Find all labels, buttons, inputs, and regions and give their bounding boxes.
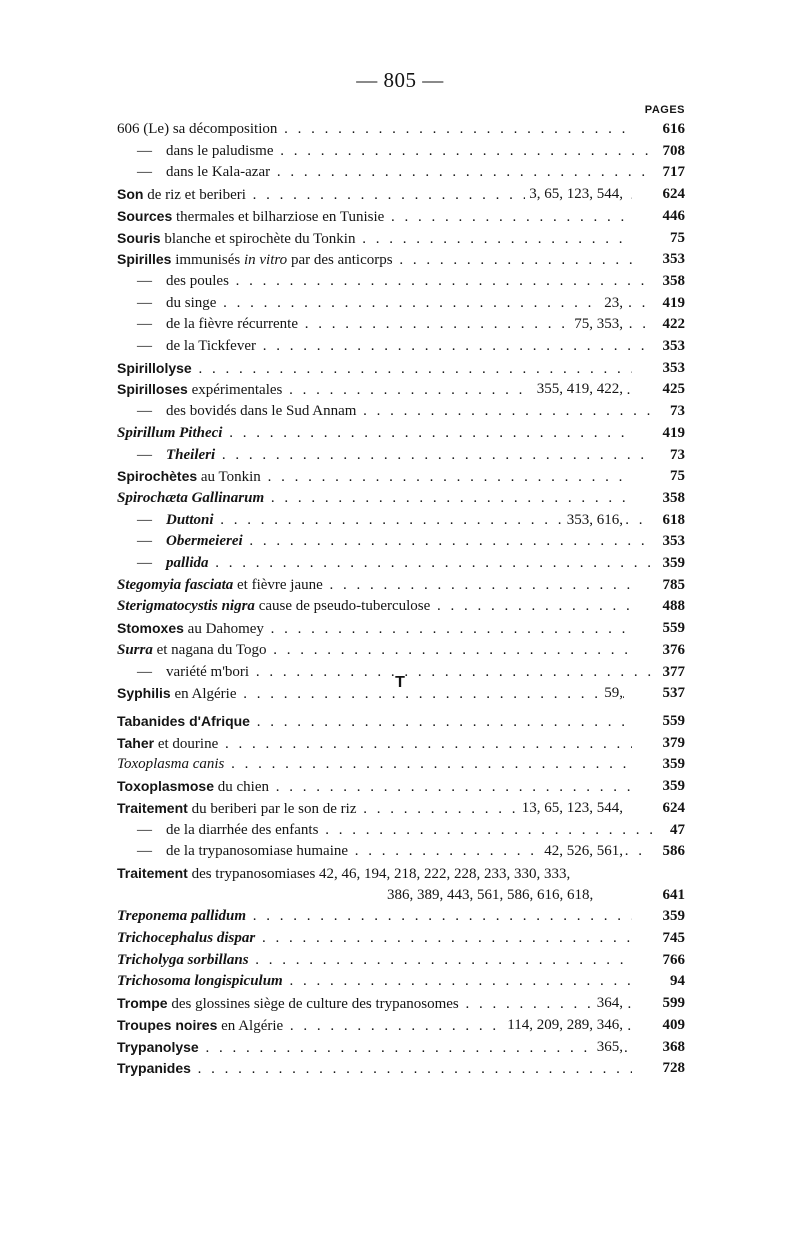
entry-heading: Spirilles: [117, 251, 172, 268]
entry-description: du singe: [166, 294, 217, 311]
entry-heading: Spirochètes: [117, 468, 198, 485]
section-letter: T: [395, 674, 405, 691]
page-number: — 805 —: [356, 68, 444, 92]
entry-description: et dourine: [154, 735, 219, 752]
entry-page-refs: 13, 65, 123, 544,: [518, 797, 623, 819]
index-entry: [117, 270, 685, 292]
entry-description: en Algérie: [170, 686, 237, 703]
entry-page: 379: [662, 734, 685, 751]
entry-description-italic: in vitro: [243, 252, 288, 269]
index-entry: [117, 183, 685, 205]
entry-text: [117, 292, 652, 314]
entry-page: 785: [662, 576, 685, 593]
entry-page: 353: [662, 338, 685, 354]
entry-text: [117, 487, 632, 509]
entry-heading: Surra: [117, 641, 153, 658]
entry-page-refs: 365,: [593, 1036, 623, 1058]
entry-heading: Traitement: [117, 799, 188, 816]
entry-text: [117, 905, 632, 927]
index-entry: [117, 1057, 685, 1079]
entry-heading: Toxoplasma canis: [117, 756, 225, 773]
entry-text: [117, 992, 632, 1015]
index-entry: [117, 292, 685, 314]
index-entry: [117, 1014, 685, 1036]
entry-text: [117, 862, 632, 885]
entry-description: expérimentales: [187, 382, 283, 399]
entry-heading: Syphilis: [117, 685, 171, 702]
entry-dash: —: [137, 294, 152, 311]
entry-heading: Sterigmatocystis nigra: [117, 598, 255, 615]
index-entry: [117, 992, 685, 1014]
entry-page: 359: [662, 756, 685, 773]
entry-page-refs: 75, 353,: [570, 313, 623, 335]
entry-description: de la Tickfever: [166, 338, 256, 354]
entry-dash: —: [137, 272, 152, 289]
entry-heading: Spirochæta Gallinarum: [117, 489, 265, 506]
entry-text: [117, 617, 632, 640]
index-entry: [117, 617, 685, 639]
entry-heading: Troupes noires: [117, 1016, 218, 1033]
entry-page: 728: [662, 1060, 685, 1077]
entry-text: [117, 270, 652, 292]
entry-text: [117, 884, 800, 906]
entry-description: et fièvre jaune: [233, 576, 323, 593]
entry-page: 359: [662, 778, 685, 795]
entry-description: des bovidés dans le Sud Annam: [166, 403, 357, 420]
entry-dash: —: [137, 403, 152, 420]
entry-text: [117, 465, 632, 488]
entry-page: 409: [662, 1016, 685, 1033]
entry-text: [117, 205, 632, 228]
entry-page: 73: [670, 403, 685, 420]
entry-heading: Taher: [117, 734, 155, 751]
entry-text: [117, 775, 632, 798]
entry-page: 717: [662, 164, 685, 181]
index-entry: [117, 118, 685, 140]
index-entry: [117, 465, 685, 487]
entry-text: [117, 422, 632, 444]
entry-page-refs: 42, 526, 561,: [540, 840, 623, 862]
index-entry: [117, 487, 685, 509]
entry-heading: Theileri: [166, 446, 216, 463]
index-entry: [117, 205, 685, 227]
index-entry: [117, 140, 685, 162]
index-entry: [117, 884, 685, 906]
entry-page: 641: [662, 886, 685, 903]
entry-text: [117, 732, 632, 755]
index-entry: [117, 753, 685, 775]
entry-heading: Trypanolyse: [117, 1038, 199, 1055]
entry-page-refs: 3, 65, 123, 544,: [525, 183, 623, 205]
entry-dash: —: [137, 663, 152, 680]
entry-page: 624: [662, 799, 685, 816]
entry-description: sa décomposition: [169, 121, 278, 137]
entry-dash: —: [137, 316, 152, 333]
entry-heading: Trichocephalus dispar: [117, 930, 256, 946]
entry-heading: Son: [117, 186, 144, 203]
entry-heading: Trichosoma longispiculum: [117, 973, 283, 990]
entry-page: 766: [662, 951, 685, 968]
entry-description: et nagana du Togo: [152, 641, 267, 658]
index-entry: [117, 862, 685, 884]
entry-page: 358: [662, 489, 685, 506]
entry-heading: Treponema pallidum: [117, 908, 247, 925]
entry-page: 559: [662, 620, 685, 637]
index-entry: [117, 639, 685, 661]
index-entry: [117, 161, 685, 183]
entry-page: 422: [662, 316, 685, 333]
entry-description: du chien: [214, 779, 269, 796]
index-entry: [117, 552, 685, 574]
index-entry: [117, 530, 685, 552]
entry-text: [117, 444, 652, 466]
entry-page-refs: 23,: [600, 292, 623, 314]
entry-text: [117, 335, 652, 357]
index-entry: [117, 313, 685, 335]
entry-page: 358: [662, 272, 685, 289]
entry-page: 353: [662, 251, 685, 268]
entry-page: 75: [670, 229, 685, 246]
entry-heading: Traitement: [117, 864, 188, 881]
entry-heading: 606 (Le): [117, 121, 170, 137]
entry-heading: Spirilloses: [117, 381, 188, 398]
entry-page: 377: [662, 663, 685, 680]
pages-column-header: PAGES: [644, 104, 685, 116]
entry-description: de la diarrhée des enfants: [166, 821, 319, 838]
entry-description: du beriberi par le son de riz: [187, 800, 357, 817]
entry-text: [117, 161, 652, 183]
entry-page: 368: [662, 1038, 685, 1055]
entry-text: [117, 595, 632, 617]
entry-page: 599: [662, 995, 685, 1012]
index-entry: [117, 227, 685, 249]
entry-description: 386, 389, 443, 561, 586, 616, 618,: [387, 886, 594, 903]
index-entry: [117, 819, 685, 841]
entry-page-refs: 59,: [600, 682, 623, 704]
entry-description: cause de pseudo-tuberculose: [254, 598, 431, 615]
entry-text: [117, 530, 652, 552]
entry-page: 446: [662, 207, 685, 224]
entry-page: 425: [662, 381, 685, 398]
index-entry: [117, 574, 685, 596]
entry-page-refs: 355, 419, 422,: [533, 378, 623, 400]
entry-heading: pallida: [166, 555, 209, 571]
entry-dash: —: [137, 142, 152, 159]
index-entry: [117, 797, 685, 819]
entry-page-refs: 353, 616,: [563, 509, 623, 531]
index-entry: [117, 970, 685, 992]
entry-text: [117, 970, 632, 992]
entry-description: de riz et beriberi: [143, 187, 246, 204]
entry-text: [117, 400, 652, 422]
entry-text: [117, 753, 632, 775]
entry-description: variété m'bori: [166, 663, 250, 680]
entry-dash: —: [137, 821, 152, 838]
entry-heading: Spirillolyse: [117, 359, 192, 376]
entry-description: blanche et spirochète du Tonkin: [160, 230, 356, 247]
index-entry: [117, 710, 685, 732]
entry-text: [117, 819, 652, 841]
index-entry: [117, 905, 685, 927]
entry-text: [117, 927, 632, 949]
entry-heading: Duttoni: [166, 511, 214, 528]
entry-text: [117, 574, 632, 596]
entry-heading: Tricholyga sorbillans: [117, 951, 249, 968]
index-entry: [117, 378, 685, 400]
entry-description: en Algérie: [217, 1017, 284, 1034]
entry-page: 94: [670, 973, 685, 990]
entry-text: [117, 949, 632, 971]
entry-description: thermales et bilharziose en Tunisie: [172, 208, 385, 225]
entry-page: 359: [662, 555, 685, 571]
entry-dash: —: [137, 446, 152, 463]
entry-page-refs: 364,: [593, 992, 623, 1014]
entry-page-refs: 114, 209, 289, 346,: [503, 1014, 623, 1036]
entry-text: [117, 710, 632, 733]
entry-dash: —: [137, 164, 152, 181]
entry-page: 75: [670, 468, 685, 485]
entry-page: 47: [670, 821, 685, 838]
entry-text: [117, 1036, 632, 1059]
index-entry: [117, 422, 685, 444]
entry-page: 353: [662, 533, 685, 550]
entry-page: 353: [662, 359, 685, 376]
entry-heading: Tabanides d'Afrique: [117, 713, 250, 729]
entry-description: de la fièvre récurrente: [166, 316, 298, 333]
entry-heading: Spirillum Pitheci: [117, 424, 223, 441]
entry-page: 488: [662, 598, 685, 615]
entry-dash: —: [137, 338, 152, 354]
entry-page: 745: [662, 930, 685, 946]
entry-text: [117, 227, 632, 250]
entry-dash: —: [137, 533, 152, 550]
entry-description: de la trypanosomiase humaine: [166, 843, 349, 860]
index-entry: [117, 400, 685, 422]
entry-page: 586: [662, 843, 685, 860]
index-entry: [117, 335, 685, 357]
entry-page: 419: [662, 424, 685, 441]
entry-page: 359: [662, 908, 685, 925]
entry-heading: Toxoplasmose: [117, 778, 214, 795]
index-entry: [117, 248, 685, 270]
entry-heading: Stomoxes: [117, 620, 184, 637]
entry-description: par des anticorps: [287, 252, 393, 269]
index-entry: [117, 509, 685, 531]
entry-heading: Trypanides: [117, 1060, 191, 1077]
entry-dash: —: [137, 511, 152, 528]
entry-text: [117, 140, 652, 162]
entry-page: 559: [662, 713, 685, 729]
entry-page: 73: [670, 446, 685, 463]
index-entry: [117, 595, 685, 617]
index-entry: [117, 444, 685, 466]
entry-text: [117, 1057, 632, 1080]
entry-dash: —: [137, 555, 152, 571]
index-entry: [117, 840, 685, 862]
entry-heading: Sources: [117, 207, 173, 224]
index-entry: [117, 775, 685, 797]
entry-description: des poules: [166, 272, 229, 289]
entry-text: [117, 118, 632, 140]
entry-page: 708: [662, 142, 685, 159]
entry-description: des trypanosomiases 42, 46, 194, 218, 222, 228, 233, 330, 333,: [187, 865, 571, 882]
entry-dash: —: [137, 843, 152, 860]
entry-text: [117, 639, 632, 661]
entry-heading: Trompe: [117, 995, 168, 1012]
entry-description: des glossines siège de culture des trypanosomes: [167, 996, 459, 1013]
index-entry: [117, 732, 685, 754]
entry-description: dans le Kala-azar: [166, 164, 271, 181]
entry-heading: Souris: [117, 229, 161, 246]
entry-page: 616: [662, 121, 685, 137]
entry-heading: Stegomyia fasciata: [117, 576, 234, 593]
entry-page: 537: [662, 685, 685, 702]
index-entry: [117, 927, 685, 949]
entry-text: [117, 552, 652, 574]
index-entry: [117, 1036, 685, 1058]
entry-page: 419: [662, 294, 685, 311]
entry-page: 618: [662, 511, 685, 528]
entry-text: [117, 248, 632, 271]
entry-page: 624: [662, 186, 685, 203]
entry-description: immunisés: [171, 252, 244, 269]
index-entry: [117, 357, 685, 379]
entry-page: 376: [662, 641, 685, 658]
index-entry: [117, 949, 685, 971]
entry-heading: Obermeierei: [166, 533, 243, 550]
entry-text: [117, 357, 632, 380]
entry-description: au Tonkin: [197, 469, 261, 486]
entry-description: dans le paludisme: [166, 142, 274, 159]
entry-description: au Dahomey: [183, 621, 264, 638]
